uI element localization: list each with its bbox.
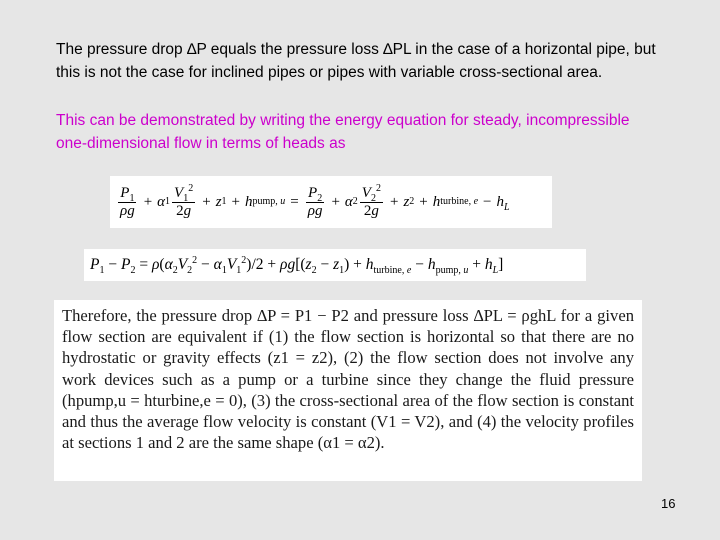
- intro-paragraph: The pressure drop ∆P equals the pressure loss ∆PL in the case of a horizontal pipe, but this is not the case for inclined pipes or pipes with variable cross-sectional area.: [56, 41, 656, 81]
- page-number: 16: [661, 496, 676, 511]
- pressure-difference-equation-image: $P_1 - P_2 = \rho(\alpha_2V_2^2 - \alpha_1V_1^2)/2 + \rho g[(z_2 - z_1) + h_{turbine, e} - h_{pump, u} + h_L]$: [84, 249, 586, 281]
- equivalence-explanation: Therefore, the pressure drop ∆P = P1 − P2 and pressure loss ∆PL = ρghL for a given flow section are equivalent if (1) the flow section is horizontal so that there are no hydrostatic or gravity effects (z1 = z2), (2) the flow section does not involve any work devices such as a pump or a turbine since they change the fluid pressure (hpump,u = hturbine,e = 0), (3) the cross-sectional area of the flow section is constant and thus the average flow velocity is constant (V1 = V2), and (4) the velocity profiles at sections 1 and 2 are the same shape (α1 = α2).: [54, 300, 642, 481]
- energy-equation-intro: This can be demonstrated by writing the energy equation for steady, incompressible one-dimensional flow in terms of heads as: [56, 112, 630, 152]
- energy-equation-image: $\frac{P_1}{\rho g}$ + α 1 $\frac{V_1^2}{2g}$ + z 1 + h pump, u = $\frac{P_2}{\rho g}$ + α 2 $\frac{V_2^2}{2g}$ + z 2 + h turbine, e − $h_L$: [110, 176, 552, 228]
